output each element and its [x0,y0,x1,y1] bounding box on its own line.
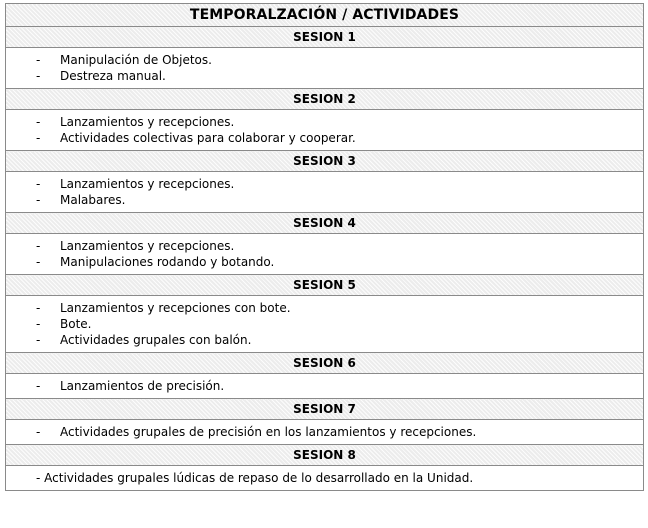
session-activities [6,466,644,491]
session-title-row [6,445,644,466]
session-activities [6,234,644,275]
activity-text: Malabares. [60,193,126,207]
session-title: SESION 4 [6,213,644,234]
activity-item [6,130,643,146]
activity-item [6,238,643,254]
session-title: SESION 6 [6,353,644,374]
activity-item [6,378,643,394]
session-body-row [6,110,644,151]
activity-text: Lanzamientos y recepciones. [60,177,235,191]
bullet-dash: - [36,131,41,145]
session-title-row [6,275,644,296]
session-body-row [6,234,644,275]
activity-item: - Actividades grupales lúdicas de repaso de lo desarrollado en la Unidad. [36,471,474,485]
activity-item [6,176,643,192]
activity-item [6,316,643,332]
session-activities [6,374,644,399]
session-activities [6,420,644,445]
activity-item [6,254,643,270]
session-title-row [6,27,644,48]
session-activities [6,110,644,151]
session-title: SESION 8 [6,445,644,466]
session-title-row [6,213,644,234]
session-activities [6,296,644,353]
activity-text: Lanzamientos de precisión. [60,379,225,393]
session-title-row [6,89,644,110]
bullet-dash: - [36,69,41,83]
activity-text: Bote. [60,317,92,331]
activity-text: Lanzamientos y recepciones. [60,239,235,253]
activity-text: Actividades grupales con balón. [60,333,252,347]
session-body-row [6,466,644,491]
schedule-table [5,3,644,491]
bullet-dash: - [36,425,41,439]
activity-text: Manipulaciones rodando y botando. [60,255,275,269]
bullet-dash: - [36,333,41,347]
session-title: SESION 5 [6,275,644,296]
activity-text: Manipulación de Objetos. [60,53,212,67]
bullet-dash: - [36,53,41,67]
bullet-dash: - [36,255,41,269]
bullet-dash: - [36,317,41,331]
activity-text: Actividades grupales de precisión en los lanzamientos y recepciones. [60,425,477,439]
session-title: SESION 2 [6,89,644,110]
session-body-row [6,48,644,89]
session-title: SESION 7 [6,399,644,420]
session-body-row [6,374,644,399]
main-title: TEMPORALZACIÓN / ACTIVIDADES [6,4,644,27]
session-activities [6,48,644,89]
activity-item [6,332,643,348]
activity-item [6,192,643,208]
activity-item [6,300,643,316]
session-title-row [6,353,644,374]
session-title: SESION 1 [6,27,644,48]
bullet-dash: - [36,193,41,207]
bullet-dash: - [36,239,41,253]
bullet-dash: - [36,115,41,129]
bullet-dash: - [36,177,41,191]
activity-text: Actividades colectivas para colaborar y cooperar. [60,131,356,145]
activity-item [6,52,643,68]
session-body-row [6,420,644,445]
session-title-row [6,399,644,420]
activity-item [6,68,643,84]
session-title: SESION 3 [6,151,644,172]
activity-item [6,114,643,130]
bullet-dash: - [36,301,41,315]
schedule-document [5,3,644,491]
session-body-row [6,296,644,353]
activity-text: Destreza manual. [60,69,166,83]
main-title-row [6,4,644,27]
bullet-dash: - [36,379,41,393]
session-activities [6,172,644,213]
session-title-row [6,151,644,172]
activity-text: Lanzamientos y recepciones. [60,115,235,129]
session-body-row [6,172,644,213]
activity-item [6,424,643,440]
activity-text: Lanzamientos y recepciones con bote. [60,301,291,315]
